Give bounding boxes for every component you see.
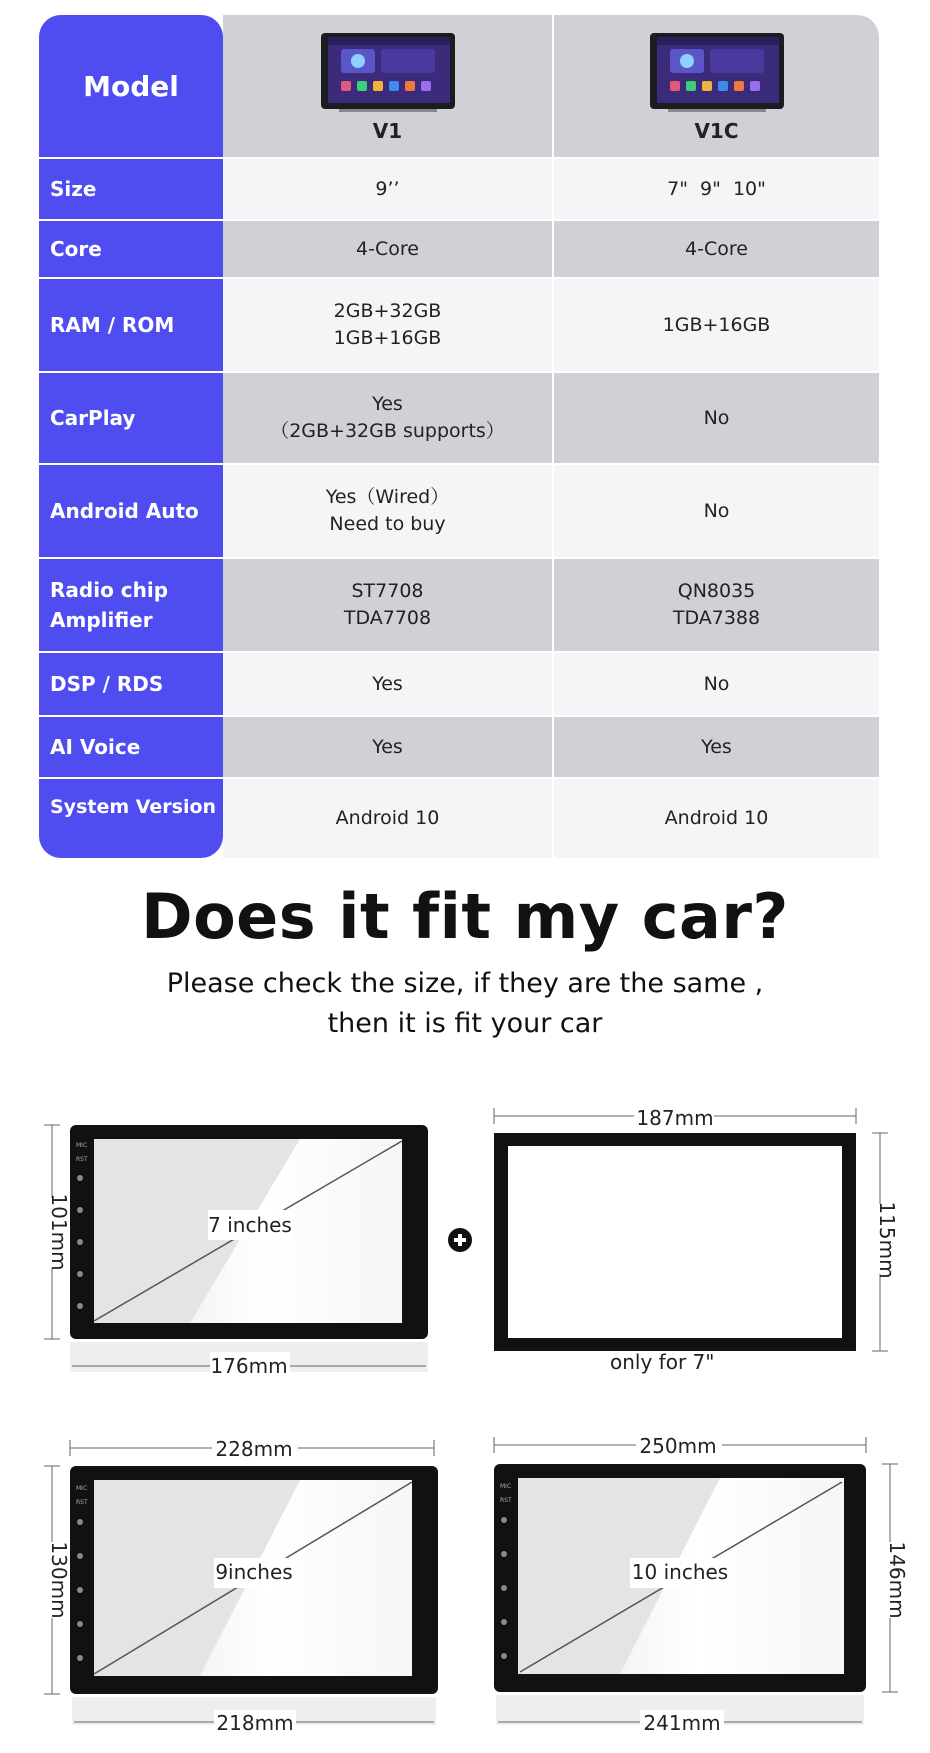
row-label-radio <box>39 559 223 651</box>
cell-value: TDA7388 <box>672 607 761 629</box>
mic-label: MIC <box>76 1142 88 1149</box>
cell-value: No <box>703 672 730 695</box>
cell-aivoice-v1 <box>223 717 552 777</box>
cell-value: Yes（Wired） <box>325 486 450 508</box>
cell-value: 9’’ <box>375 177 400 200</box>
cell-core-v1c <box>554 221 879 277</box>
cell-value: TDA7708 <box>343 607 432 629</box>
cell-aivoice-v1c <box>554 717 879 777</box>
top-9: 228mm <box>215 1437 293 1461</box>
cell-carplay-v1 <box>223 373 552 463</box>
height-7: 101mm <box>47 1193 71 1271</box>
height-frame: 115mm <box>875 1201 899 1279</box>
diag-9: 9inches <box>215 1560 293 1584</box>
cell-value: Yes <box>701 735 732 758</box>
cell-carplay-v1c <box>554 373 879 463</box>
model-header: Model <box>83 69 179 103</box>
cell-value: Android 10 <box>664 807 769 829</box>
diag-10: 10 inches <box>631 1560 729 1584</box>
mic-label: MIC <box>76 1485 88 1492</box>
height-10: 146mm <box>885 1541 909 1619</box>
bottom-10: 241mm <box>643 1711 721 1735</box>
row-label-line: Radio chip <box>50 578 169 602</box>
width-7: 176mm <box>210 1354 288 1378</box>
cell-value: Yes <box>372 393 403 415</box>
width-frame: 187mm <box>636 1106 714 1130</box>
cell-value: Yes <box>372 672 403 695</box>
mic-label: MIC <box>500 1483 512 1490</box>
fit-subtitle-line1: Please check the size, if they are the same , <box>166 968 764 999</box>
unit-10-inch <box>494 1433 909 1736</box>
row-label-size: Size <box>50 177 97 201</box>
cell-dsp-v1 <box>223 653 552 715</box>
cell-value: 4-Core <box>685 237 748 260</box>
header-v1 <box>223 15 552 157</box>
cell-dsp-v1c <box>554 653 879 715</box>
row-label-line: Amplifier <box>50 608 153 632</box>
bottom-9: 218mm <box>216 1711 294 1735</box>
row-label-core: Core <box>50 237 102 261</box>
cell-ram-v1 <box>223 279 552 371</box>
row-label-system-version: System Version <box>50 796 217 818</box>
row-label-carplay: CarPlay <box>50 406 136 430</box>
cell-value: No <box>703 406 730 429</box>
cell-radio-v1 <box>223 559 552 651</box>
header-v1c <box>554 15 879 157</box>
model-name-v1c: V1C <box>694 119 739 143</box>
cell-size-v1 <box>223 159 552 219</box>
cell-androidauto-v1c <box>554 465 879 557</box>
cell-value: 1GB+16GB <box>333 327 442 349</box>
cell-system-v1c <box>554 779 879 858</box>
row-label-dsp: DSP / RDS <box>50 672 164 696</box>
cell-radio-v1c <box>554 559 879 651</box>
cell-ram-v1c <box>554 279 879 371</box>
top-10: 250mm <box>639 1434 717 1458</box>
cell-core-v1 <box>223 221 552 277</box>
cell-value: （2GB+32GB supports） <box>270 420 505 442</box>
fit-headline: Does it fit my car? <box>141 880 789 953</box>
model-name-v1: V1 <box>372 119 403 143</box>
height-9: 130mm <box>47 1541 71 1619</box>
frame-caption: only for 7" <box>610 1350 715 1374</box>
fit-subtitle-line2: then it is fit your car <box>327 1008 603 1039</box>
rst-label: RST <box>76 1156 88 1163</box>
comparison-table <box>39 15 879 858</box>
cell-value: No <box>703 499 730 522</box>
cell-value: 4-Core <box>356 237 419 260</box>
unit-9-inch <box>40 1436 438 1736</box>
row-label-ram-rom: RAM / ROM <box>50 313 175 337</box>
rst-label: RST <box>76 1499 88 1506</box>
unit-7-inch <box>40 1125 428 1378</box>
diag-7: 7 inches <box>208 1213 292 1237</box>
head-unit-image <box>319 31 457 113</box>
head-unit-image <box>648 31 786 113</box>
cell-value: 7" 9" 10" <box>667 177 766 200</box>
cell-size-v1c <box>554 159 879 219</box>
cell-value: Android 10 <box>335 807 440 829</box>
cell-value: ST7708 <box>351 580 424 602</box>
cell-androidauto-v1 <box>223 465 552 557</box>
row-label-ai-voice: AI Voice <box>50 735 141 759</box>
cell-value: QN8035 <box>677 580 756 602</box>
row-label-android-auto: Android Auto <box>50 499 199 523</box>
cell-system-v1 <box>223 779 552 858</box>
fascia-frame <box>494 1104 899 1351</box>
cell-value: Need to buy <box>329 513 446 535</box>
cell-value: 1GB+16GB <box>662 313 771 336</box>
size-diagrams <box>0 1080 930 1753</box>
cell-value: Yes <box>372 735 403 758</box>
rst-label: RST <box>500 1497 512 1504</box>
cell-value: 2GB+32GB <box>333 300 442 322</box>
